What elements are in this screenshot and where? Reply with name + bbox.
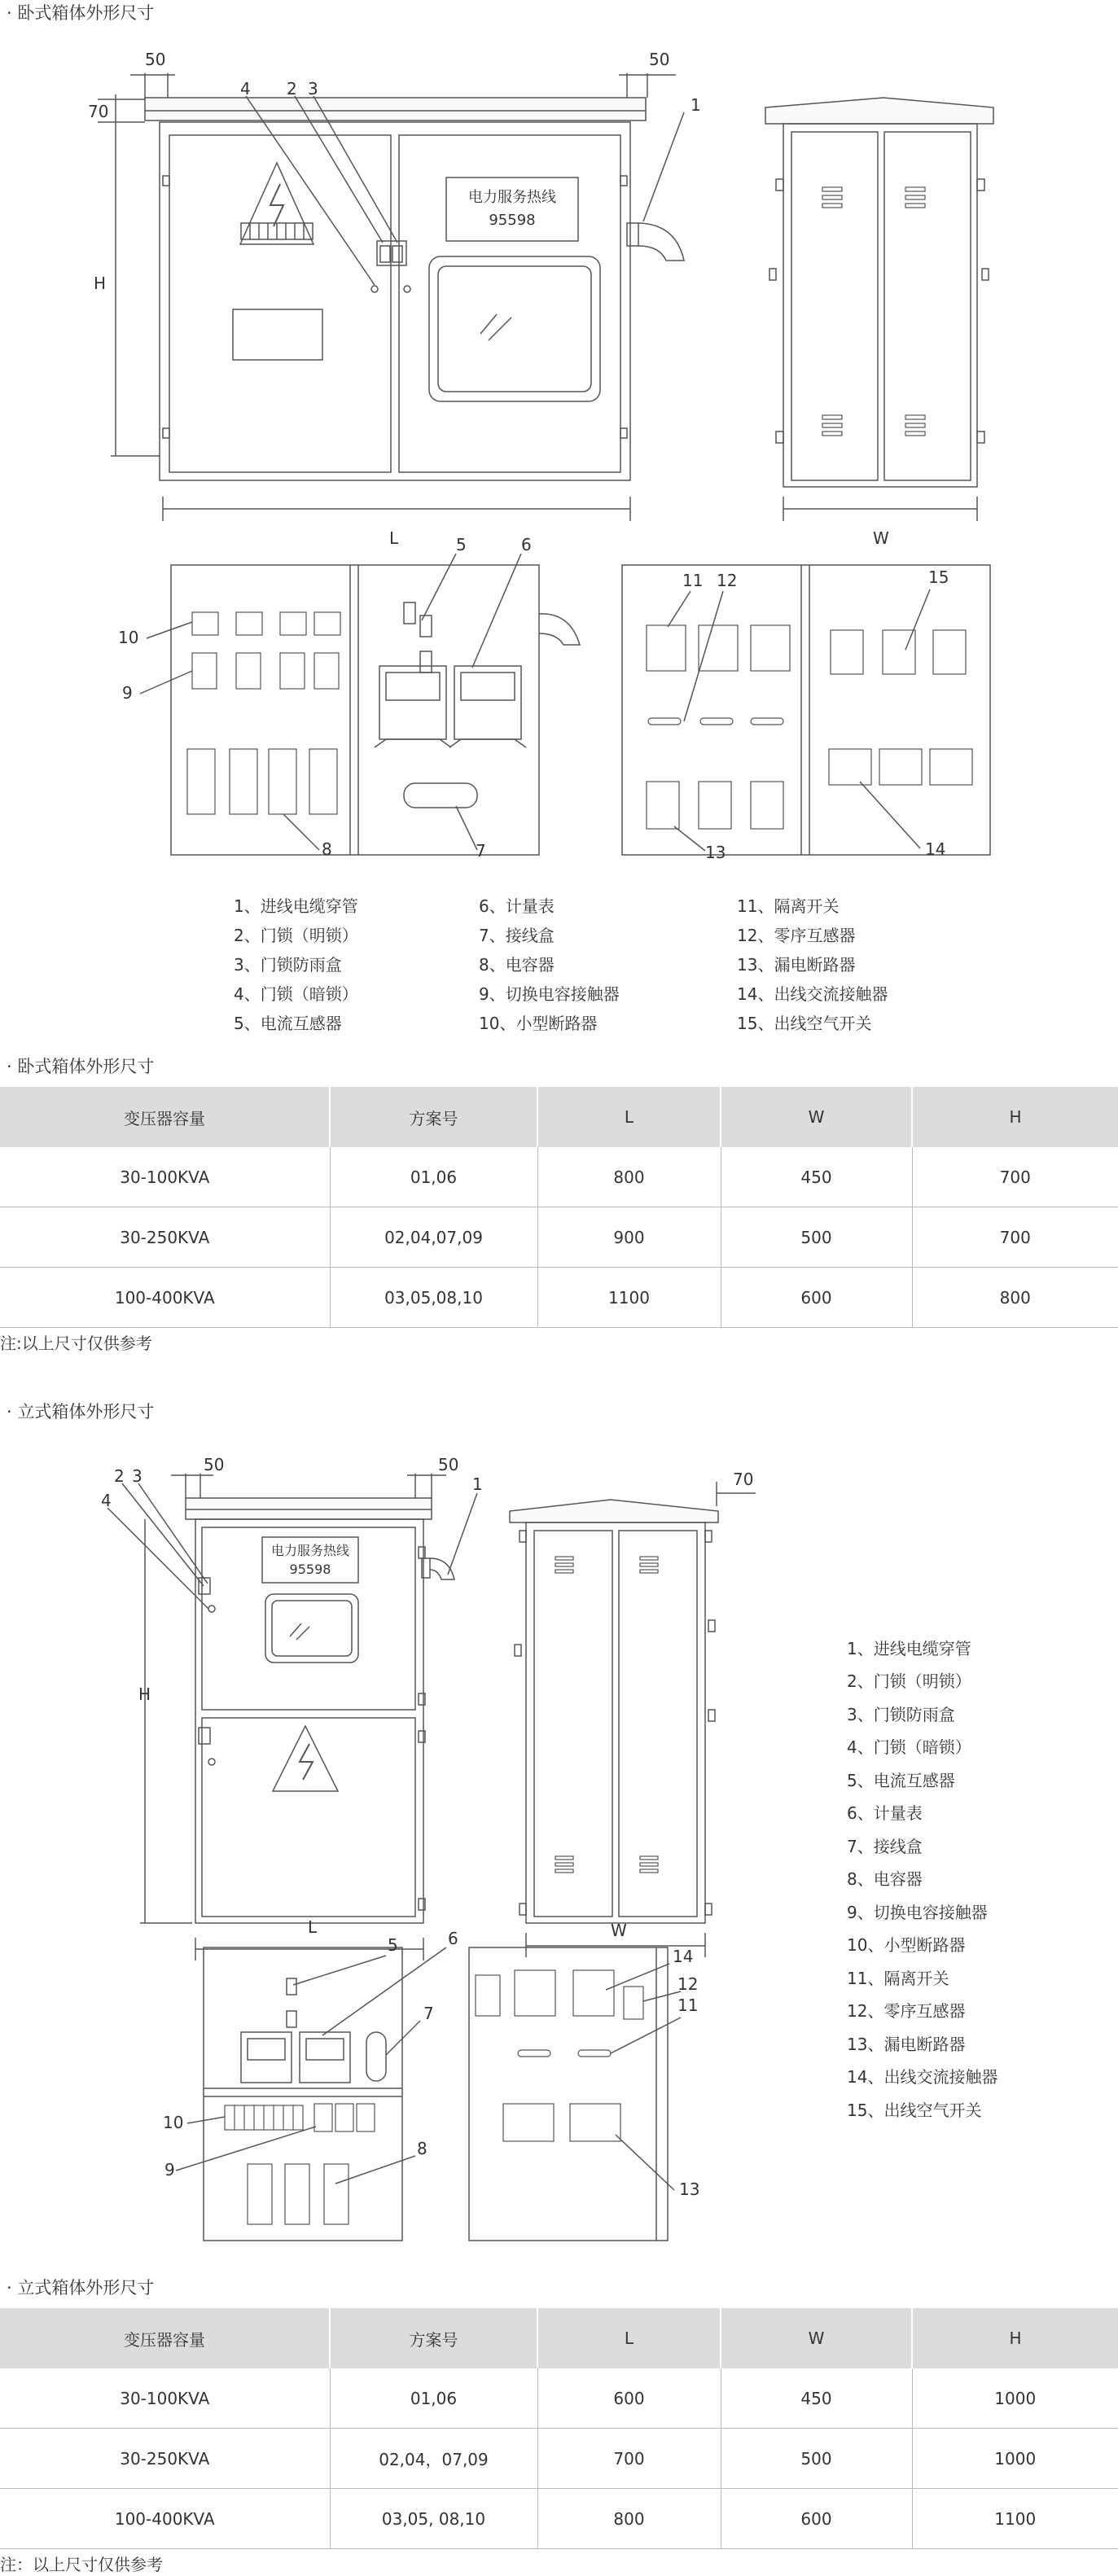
vertical-note: 注：以上尺寸仅供参考 bbox=[0, 2555, 163, 2574]
hotline-number: 95598 bbox=[489, 212, 536, 229]
callout-13: 13 bbox=[705, 843, 726, 862]
table-cell: 600 bbox=[537, 2368, 721, 2429]
header-scheme: 方案号 bbox=[330, 1087, 537, 1147]
v-callout-6: 6 bbox=[448, 1929, 458, 1948]
table-cell: 30-250KVA bbox=[0, 1207, 330, 1268]
v-legend-item-1: 1、进线电缆穿管 bbox=[847, 1639, 971, 1658]
v-legend-item-6: 6、计量表 bbox=[847, 1803, 923, 1823]
table-header-row bbox=[0, 2308, 1118, 2368]
dim-L: L bbox=[389, 528, 399, 548]
legend-item-13: 13、漏电断路器 bbox=[737, 955, 856, 975]
v-dim-50-right: 50 bbox=[438, 1455, 459, 1474]
v-callout-9: 9 bbox=[164, 2160, 175, 2180]
v-legend-item-7: 7、接线盒 bbox=[847, 1837, 923, 1856]
legend-item-4: 4、门锁（暗锁） bbox=[234, 984, 358, 1004]
callout-15: 15 bbox=[928, 567, 949, 587]
callout-12: 12 bbox=[717, 571, 738, 590]
vertical-cabinet-body bbox=[195, 1519, 423, 1923]
dim-50-right: 50 bbox=[649, 50, 670, 69]
horizontal-cabinet-body bbox=[160, 122, 630, 480]
callout-3: 3 bbox=[308, 79, 318, 99]
header-scheme: 方案号 bbox=[330, 2308, 537, 2368]
callout-4: 4 bbox=[240, 79, 251, 99]
v-dim-W: W bbox=[611, 1921, 627, 1940]
header-capacity: 变压器容量 bbox=[0, 1087, 330, 1147]
v-callout-11: 11 bbox=[677, 1996, 699, 2015]
table-cell: 03,05, 08,10 bbox=[330, 2489, 537, 2549]
table-cell: 1000 bbox=[912, 2429, 1118, 2489]
table-cell: 700 bbox=[912, 1207, 1118, 1268]
table-cell: 450 bbox=[721, 2368, 912, 2429]
callout-14: 14 bbox=[925, 839, 946, 859]
v-legend-item-14: 14、出线交流接触器 bbox=[847, 2067, 998, 2087]
interior-left-panel bbox=[171, 565, 539, 855]
horizontal-cabinet-drawing bbox=[0, 33, 1118, 863]
table-cell: 100-400KVA bbox=[0, 2489, 330, 2549]
dim-W: W bbox=[873, 528, 889, 548]
v-callout-2: 2 bbox=[114, 1466, 125, 1486]
v-interior-right-panel bbox=[469, 1947, 668, 2241]
v-callout-3: 3 bbox=[132, 1466, 142, 1486]
legend-item-10: 10、小型断路器 bbox=[479, 1014, 598, 1033]
table-row bbox=[0, 2368, 1118, 2429]
table-cell: 700 bbox=[912, 1147, 1118, 1207]
legend-item-12: 12、零序互感器 bbox=[737, 926, 856, 945]
callout-7: 7 bbox=[476, 841, 486, 861]
v-callout-1: 1 bbox=[472, 1474, 483, 1494]
v-legend-item-3: 3、门锁防雨盒 bbox=[847, 1705, 955, 1724]
legend-item-1: 1、进线电缆穿管 bbox=[234, 896, 358, 916]
table-cell: 1100 bbox=[912, 2489, 1118, 2549]
table-header-row bbox=[0, 1087, 1118, 1147]
legend-item-5: 5、电流互感器 bbox=[234, 1014, 342, 1033]
table-row bbox=[0, 1268, 1118, 1328]
horizontal-note: 注:以上尺寸仅供参考 bbox=[0, 1334, 152, 1353]
v-legend-item-9: 9、切换电容接触器 bbox=[847, 1903, 988, 1922]
table-cell: 1100 bbox=[537, 1268, 721, 1328]
header-H: H bbox=[912, 2308, 1118, 2368]
table-cell: 100-400KVA bbox=[0, 1268, 330, 1328]
callout-6: 6 bbox=[521, 535, 532, 554]
vertical-table-title: · 立式箱体外形尺寸 bbox=[7, 2278, 155, 2298]
callout-11: 11 bbox=[682, 571, 704, 590]
v-legend-item-13: 13、漏电断路器 bbox=[847, 2035, 966, 2054]
callout-9: 9 bbox=[122, 683, 133, 703]
callout-10: 10 bbox=[118, 628, 139, 647]
v-legend-item-12: 12、零序互感器 bbox=[847, 2001, 966, 2021]
table-cell: 500 bbox=[721, 1207, 912, 1268]
table-cell: 30-100KVA bbox=[0, 2368, 330, 2429]
v-dim-70: 70 bbox=[733, 1470, 754, 1489]
header-L: L bbox=[537, 2308, 721, 2368]
vertical-section-title: · 立式箱体外形尺寸 bbox=[7, 1402, 155, 1422]
table-cell: 700 bbox=[537, 2429, 721, 2489]
header-W: W bbox=[721, 2308, 912, 2368]
header-capacity: 变压器容量 bbox=[0, 2308, 330, 2368]
v-legend-item-10: 10、小型断路器 bbox=[847, 1935, 966, 1955]
table-row bbox=[0, 2429, 1118, 2489]
v-callout-10: 10 bbox=[163, 2113, 184, 2132]
table-cell: 600 bbox=[721, 1268, 912, 1328]
callout-2: 2 bbox=[287, 79, 297, 99]
legend-item-15: 15、出线空气开关 bbox=[737, 1014, 872, 1033]
table-cell: 500 bbox=[721, 2429, 912, 2489]
vertical-spec-table bbox=[0, 2308, 1118, 2549]
v-legend-item-2: 2、门锁（明锁） bbox=[847, 1671, 971, 1691]
legend-item-3: 3、门锁防雨盒 bbox=[234, 955, 342, 975]
horizontal-section-title: · 卧式箱体外形尺寸 bbox=[7, 3, 155, 23]
v-interior-left-panel bbox=[204, 1947, 402, 2241]
padlock-icon bbox=[380, 246, 390, 262]
table-row bbox=[0, 2489, 1118, 2549]
side-view-body bbox=[783, 124, 977, 487]
legend-item-6: 6、计量表 bbox=[479, 896, 555, 916]
callout-5: 5 bbox=[456, 535, 467, 554]
table-cell: 30-100KVA bbox=[0, 1147, 330, 1207]
header-H: H bbox=[912, 1087, 1118, 1147]
table-cell: 800 bbox=[537, 2489, 721, 2549]
v-dim-L: L bbox=[308, 1917, 318, 1937]
v-callout-4: 4 bbox=[101, 1491, 112, 1510]
v-side-view-body bbox=[526, 1522, 705, 1923]
callout-8: 8 bbox=[322, 839, 332, 859]
header-L: L bbox=[537, 1087, 721, 1147]
table-cell: 30-250KVA bbox=[0, 2429, 330, 2489]
v-padlock-icon bbox=[199, 1578, 210, 1594]
table-row bbox=[0, 1147, 1118, 1207]
dim-H: H bbox=[94, 274, 107, 293]
v-legend-item-8: 8、电容器 bbox=[847, 1869, 923, 1889]
v-callout-8: 8 bbox=[417, 2139, 427, 2158]
horizontal-table-title: · 卧式箱体外形尺寸 bbox=[7, 1057, 155, 1076]
v-hidden-lock-icon bbox=[208, 1606, 215, 1612]
v-hazard-warning-icon bbox=[273, 1726, 338, 1791]
v-hotline-label: 电力服务热线 bbox=[270, 1543, 350, 1558]
legend-item-11: 11、隔离开关 bbox=[737, 896, 840, 916]
legend-item-2: 2、门锁（明锁） bbox=[234, 926, 358, 945]
table-row bbox=[0, 1207, 1118, 1268]
hotline-board bbox=[446, 177, 578, 241]
v-legend-item-5: 5、电流互感器 bbox=[847, 1771, 955, 1790]
table-cell: 900 bbox=[537, 1207, 721, 1268]
v-legend-item-15: 15、出线空气开关 bbox=[847, 2101, 982, 2120]
dim-50-left: 50 bbox=[145, 50, 166, 69]
table-cell: 800 bbox=[912, 1268, 1118, 1328]
table-cell: 01,06 bbox=[330, 2368, 537, 2429]
legend-item-14: 14、出线交流接触器 bbox=[737, 984, 888, 1004]
v-legend-item-4: 4、门锁（暗锁） bbox=[847, 1737, 971, 1757]
horizontal-spec-table bbox=[0, 1087, 1118, 1328]
table-cell: 600 bbox=[721, 2489, 912, 2549]
v-hotline-number: 95598 bbox=[289, 1562, 331, 1577]
table-cell: 03,05,08,10 bbox=[330, 1268, 537, 1328]
callout-1: 1 bbox=[691, 95, 701, 115]
table-cell: 02,04,07,09 bbox=[330, 1207, 537, 1268]
legend-item-7: 7、接线盒 bbox=[479, 926, 555, 945]
v-callout-5: 5 bbox=[388, 1935, 398, 1955]
table-cell: 02,04，07,09 bbox=[330, 2429, 537, 2489]
v-callout-14: 14 bbox=[673, 1947, 694, 1966]
interior-right-panel bbox=[622, 565, 990, 855]
dim-70: 70 bbox=[88, 102, 109, 121]
v-dim-H: H bbox=[138, 1684, 151, 1704]
legend-item-9: 9、切换电容接触器 bbox=[479, 984, 620, 1004]
vertical-cabinet-drawing bbox=[0, 1449, 1118, 2247]
v-callout-13: 13 bbox=[679, 2180, 700, 2199]
v-callout-12: 12 bbox=[677, 1974, 699, 1994]
table-cell: 800 bbox=[537, 1147, 721, 1207]
hotline-label: 电力服务热线 bbox=[468, 189, 556, 206]
v-callout-7: 7 bbox=[423, 2004, 434, 2023]
legend-item-8: 8、电容器 bbox=[479, 955, 555, 975]
v-legend-item-11: 11、隔离开关 bbox=[847, 1969, 949, 1988]
table-cell: 01,06 bbox=[330, 1147, 537, 1207]
hidden-lock-icon bbox=[371, 286, 378, 292]
table-cell: 1000 bbox=[912, 2368, 1118, 2429]
v-dim-50-left: 50 bbox=[204, 1455, 225, 1474]
table-cell: 450 bbox=[721, 1147, 912, 1207]
header-W: W bbox=[721, 1087, 912, 1147]
